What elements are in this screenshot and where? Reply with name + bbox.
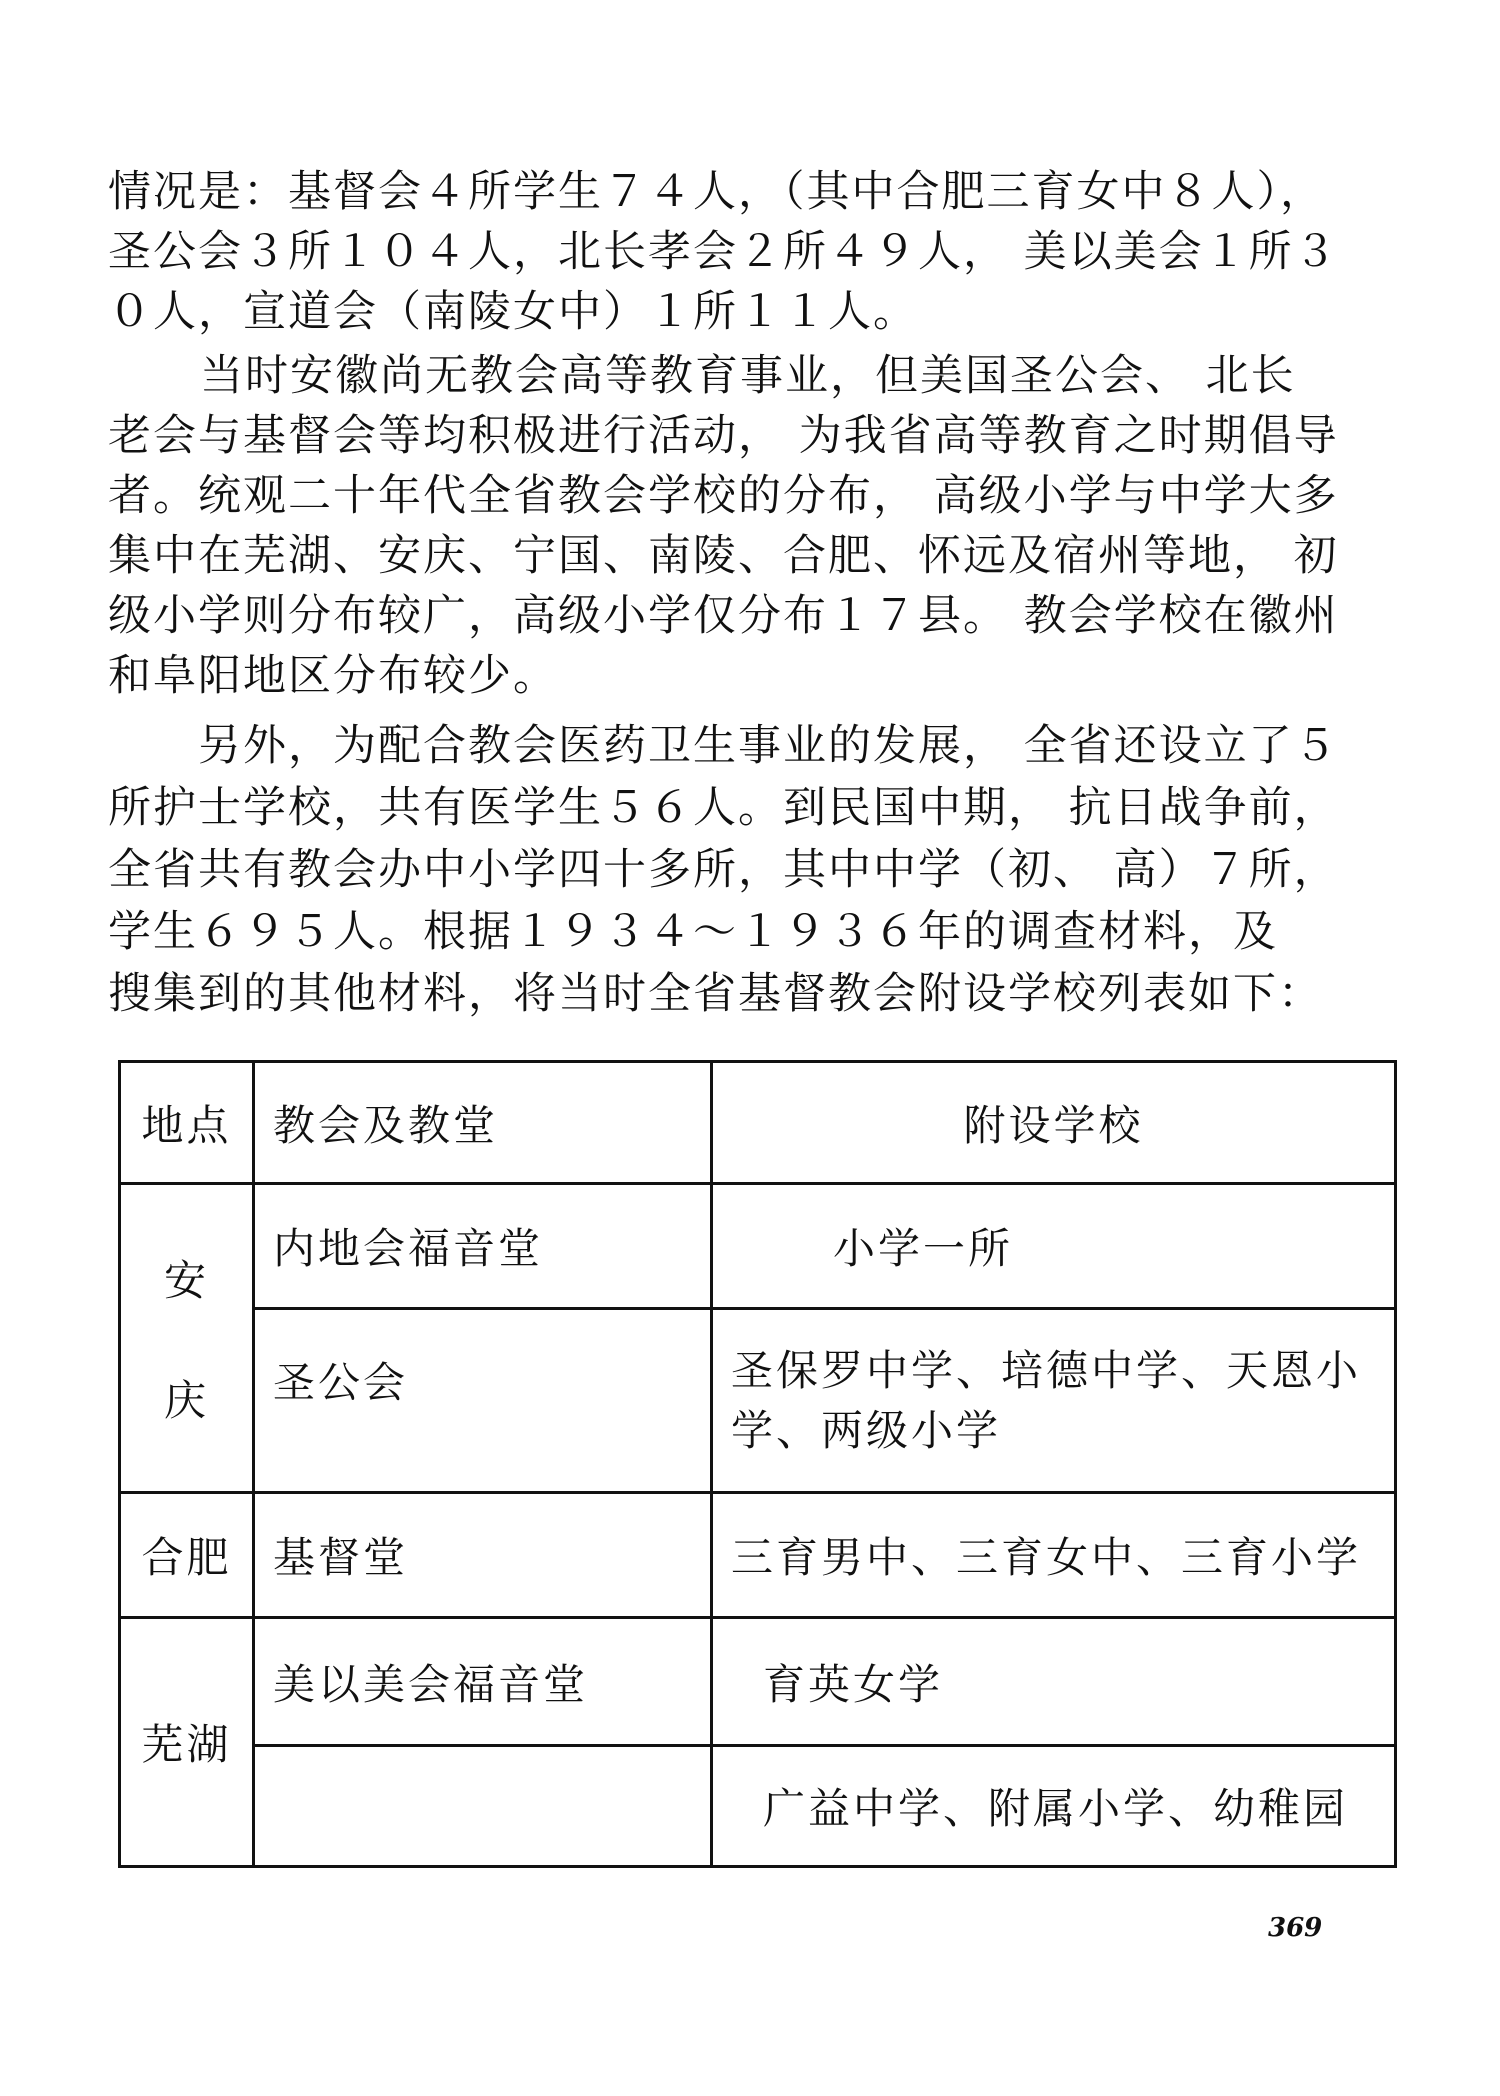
paragraph-line: 所护士学校，共有医学生５６人。到民国中期， 抗日战争前， (108, 783, 1339, 833)
school-cell: 小学一所 (712, 1184, 1396, 1309)
paragraph-line: 者。统观二十年代全省教会学校的分布， 高级小学与中学大多 (108, 471, 1339, 521)
location-hefei: 合肥 (120, 1493, 254, 1618)
school-cell: 广益中学、附属小学、幼稚园 (712, 1745, 1396, 1866)
paragraph-line: ０人，宣道会（南陵女中）１所１１人。 (108, 287, 918, 337)
paragraph-line: 另外，为配合教会医药卫生事业的发展， 全省还设立了５ (198, 721, 1339, 771)
paragraph-line: 搜集到的其他材料，将当时全省基督教会附设学校列表如下： (108, 969, 1323, 1019)
table-row (120, 1745, 1396, 1866)
paragraph-line: 和阜阳地区分布较少。 (108, 651, 558, 701)
schools-table (118, 1060, 1394, 1868)
paragraph-line: 全省共有教会办中小学四十多所，其中中学（初、 高）７所， (108, 845, 1339, 895)
school-cell: 育英女学 (712, 1618, 1396, 1745)
header-location: 地点 (120, 1062, 254, 1184)
church-cell (254, 1745, 712, 1866)
location-wuhu: 芜湖 (120, 1618, 254, 1867)
table-row (120, 1184, 1396, 1309)
table-row (120, 1309, 1396, 1493)
page-number: 369 (1268, 1913, 1323, 1943)
paragraph-line: 学生６９５人。根据１９３４～１９３６年的调查材料，及 (108, 907, 1278, 957)
church-cell: 内地会福音堂 (254, 1184, 712, 1309)
school-cell: 圣保罗中学、培德中学、天恩小学、两级小学 (712, 1309, 1396, 1493)
church-cell: 圣公会 (254, 1309, 712, 1493)
paragraph-line: 情况是：基督会４所学生７４人，（其中合肥三育女中８人）， (108, 167, 1325, 217)
table-row (120, 1618, 1396, 1745)
school-cell: 三育男中、三育女中、三育小学 (712, 1493, 1396, 1618)
paragraph-line: 当时安徽尚无教会高等教育事业，但美国圣公会、 北长 (200, 351, 1296, 401)
location-char: 安 (163, 1256, 209, 1306)
header-church: 教会及教堂 (254, 1062, 712, 1184)
table-header-row (120, 1062, 1396, 1184)
paragraph-line: 圣公会３所１０４人，北长孝会２所４９人， 美以美会１所３ (108, 227, 1339, 277)
location-anqing (120, 1184, 254, 1493)
paragraph-line: 集中在芜湖、安庆、宁国、南陵、合肥、怀远及宿州等地， 初 (108, 531, 1339, 581)
paragraph-line: 级小学则分布较广，高级小学仅分布１７县。 教会学校在徽州 (108, 591, 1339, 641)
paragraph-line: 老会与基督会等均积极进行活动， 为我省高等教育之时期倡导 (108, 411, 1339, 461)
church-cell: 美以美会福音堂 (254, 1618, 712, 1745)
church-cell: 基督堂 (254, 1493, 712, 1618)
table-row (120, 1493, 1396, 1618)
location-char: 庆 (163, 1376, 209, 1426)
header-school: 附设学校 (712, 1062, 1396, 1184)
